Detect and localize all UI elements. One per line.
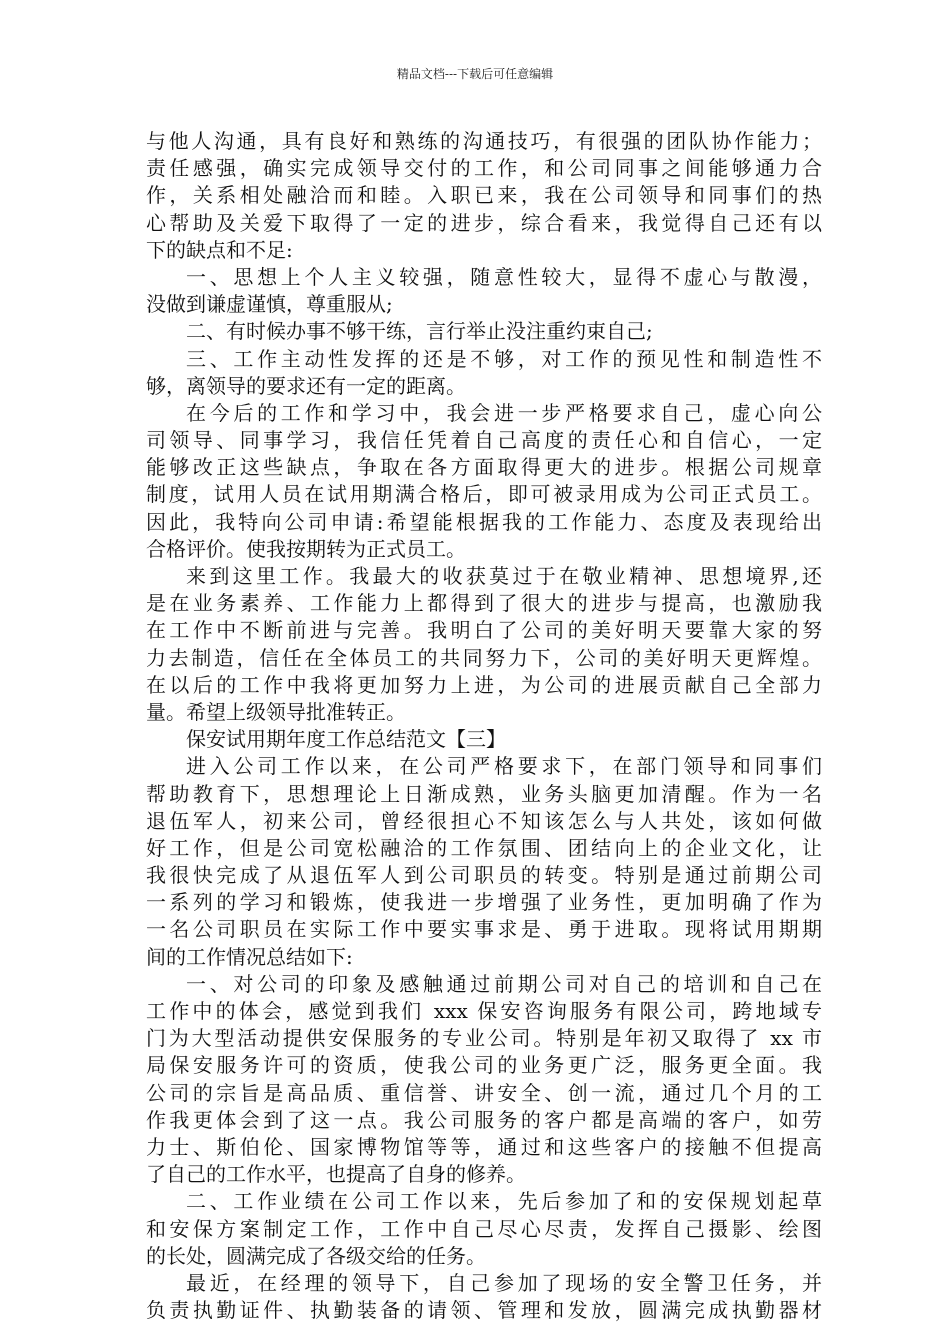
text-line: 合格评价。使我按期转为正式员工。	[146, 536, 466, 561]
text-line: 责任感强，确实完成领导交付的工作，和公司同事之间能够通力合	[146, 156, 822, 181]
text-line: 下的缺点和不足:	[146, 237, 293, 262]
text-line: 退伍军人，初来公司，曾经很担心不知该怎么与人共处，该如何做	[146, 808, 822, 833]
text-line: 了自己的工作水平，也提高了自身的修养。	[146, 1162, 526, 1187]
text-line: 一、思想上个人主义较强，随意性较大，显得不虚心与散漫，	[186, 264, 822, 289]
text-line: 保安试用期年度工作总结范文【三】	[186, 727, 506, 752]
page-header: 精品文档---下载后可任意编辑	[396, 67, 554, 81]
text-line: 进入公司工作以来，在公司严格要求下，在部门领导和同事们	[186, 754, 822, 779]
text-line: 一名公司职员在实际工作中要实事求是、勇于进取。现将试用期期	[146, 917, 822, 942]
text-line: 力去制造，信任在全体员工的共同努力下，公司的美好明天更辉煌。	[146, 645, 822, 670]
text-line: 作，关系相处融洽而和睦。入职已来，我在公司领导和同事们的热	[146, 183, 822, 208]
text-line: 最近，在经理的领导下，自己参加了现场的安全警卫任务，并	[186, 1270, 822, 1295]
text-line: 能够改正这些缺点，争取在各方面取得更大的进步。根据公司规章	[146, 455, 822, 480]
text-line: 公司的宗旨是高品质、重信誉、讲安全、创一流，通过几个月的工	[146, 1080, 822, 1105]
text-line: 在工作中不断前进与完善。我明白了公司的美好明天要靠大家的努	[146, 618, 822, 643]
text-line: 在以后的工作中我将更加努力上进，为公司的进展贡献自己全部力	[146, 672, 822, 697]
text-line: 因此，我特向公司申请:希望能根据我的工作能力、态度及表现给出	[146, 509, 822, 534]
text-line: 在今后的工作和学习中，我会进一步严格要求自己，虚心向公	[186, 400, 822, 425]
text-line: 负责执勤证件、执勤装备的请领、管理和发放，圆满完成执勤器材	[146, 1298, 822, 1323]
text-line: 心帮助及关爱下取得了一定的进步，综合看来，我觉得自己还有以	[146, 210, 822, 235]
text-line: 一、对公司的印象及感触通过前期公司对自己的培训和自己在	[186, 971, 822, 996]
text-line: 二、有时候办事不够干练，言行举止没注重约束自己;	[186, 319, 653, 344]
text-line: 工作中的体会，感觉到我们 xxx 保安咨询服务有限公司，跨地域专	[146, 999, 822, 1023]
text-line: 我很快完成了从退伍军人到公司职员的转变。特别是通过前期公司	[146, 863, 822, 888]
text-line: 力士、斯伯伦、国家博物馆等等，通过和这些客户的接触不但提高	[146, 1134, 822, 1159]
text-line: 作我更体会到了这一点。我公司服务的客户都是高端的客户，如劳	[146, 1107, 822, 1132]
text-line: 够，离领导的要求还有一定的距离。	[146, 373, 466, 398]
text-line: 帮助教育下，思想理论上日渐成熟，业务头脑更加清醒。作为一名	[146, 781, 822, 806]
text-line: 一系列的学习和锻炼，使我进一步增强了业务性，更加明确了作为	[146, 890, 822, 915]
text-line: 和安保方案制定工作，工作中自己尽心尽责，发挥自己摄影、绘图	[146, 1216, 822, 1241]
text-line: 好工作，但是公司宽松融洽的工作氛围、团结向上的企业文化，让	[146, 835, 822, 860]
text-line: 的长处，圆满完成了各级交给的任务。	[146, 1243, 486, 1268]
text-line: 没做到谦虚谨慎，尊重服从;	[146, 292, 393, 317]
text-line: 来到这里工作。我最大的收获莫过于在敬业精神、思想境界,还	[186, 564, 822, 588]
document-body	[146, 128, 822, 1324]
text-line: 三、工作主动性发挥的还是不够，对工作的预见性和制造性不	[186, 346, 822, 371]
text-line: 是在业务素养、工作能力上都得到了很大的进步与提高，也激励我	[146, 591, 822, 616]
text-line: 间的工作情况总结如下:	[146, 944, 353, 969]
text-line: 制度，试用人员在试用期满合格后，即可被录用成为公司正式员工。	[146, 482, 822, 507]
text-line: 量。希望上级领导批准转正。	[146, 699, 406, 724]
text-line: 门为大型活动提供安保服务的专业公司。特别是年初又取得了 xx 市	[146, 1026, 822, 1051]
text-line: 与他人沟通，具有良好和熟练的沟通技巧，有很强的团队协作能力；	[146, 129, 822, 153]
text-line: 二、工作业绩在公司工作以来，先后参加了和的安保规划起草	[186, 1189, 822, 1214]
text-line: 局保安服务许可的资质，使我公司的业务更广泛，服务更全面。我	[146, 1053, 822, 1078]
text-line: 司领导、同事学习，我信任凭着自己高度的责任心和自信心，一定	[146, 428, 822, 453]
